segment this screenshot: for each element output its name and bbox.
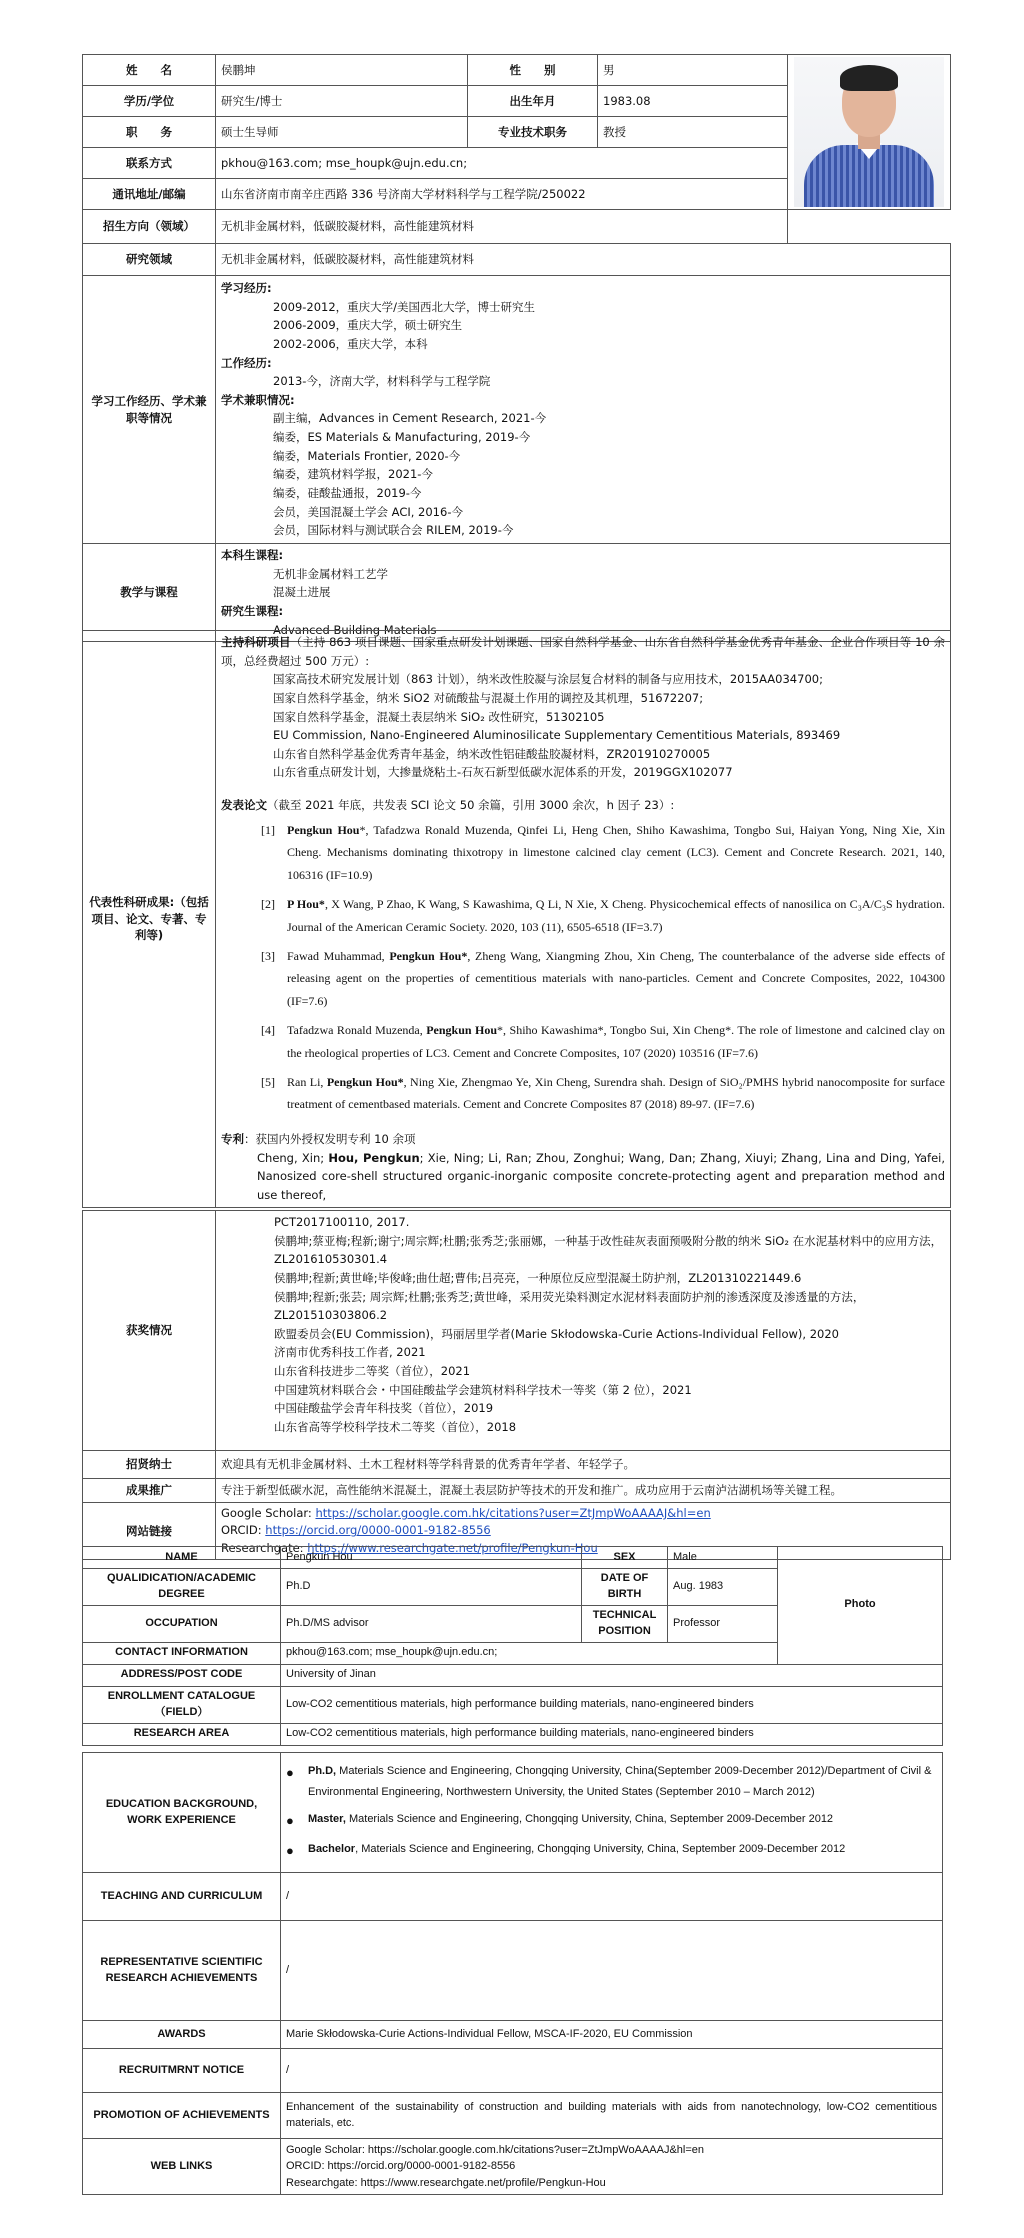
cn-name-label: 姓 名	[83, 55, 216, 86]
patent-item: 侯鹏坤;程新;张芸; 周宗辉;杜鹏;张秀芝;黄世峰，采用荧光染料测定水泥材料表面防护剂的渗透深度及渗透量的方法，ZL201510303806.2	[274, 1289, 865, 1323]
en-address: University of Jinan	[281, 1664, 943, 1686]
portrait-photo	[794, 57, 944, 207]
cn-direction: 无机非金属材料，低碳胶凝材料，高性能建筑材料	[216, 210, 788, 244]
cn-recruit-label: 招贤纳士	[83, 1451, 216, 1479]
en-dob-label: DATE OF BIRTH	[582, 1569, 668, 1606]
project-item: 国家自然科学基金，纳米 SiO2 对硫酸盐与混凝土作用的调控及其机理，51672207;	[273, 690, 704, 705]
researchgate-link[interactable]: https://www.researchgate.net/profile/Pengkun-Hou	[307, 1540, 598, 1555]
en-profile-table	[82, 1546, 943, 1746]
en-recruit: /	[281, 2049, 943, 2093]
cn-birth-label: 出生年月	[468, 86, 598, 117]
cn-awards	[216, 1211, 951, 1451]
patents-desc: ：获国内外授权发明专利 10 余项	[244, 1132, 416, 1147]
cn-promotion-label: 成果推广	[83, 1479, 216, 1503]
cn-name: 侯鹏坤	[216, 55, 468, 86]
project-item: 山东省自然科学基金优秀青年基金，纳米改性铝硅酸盐胶凝材料，ZR201910270005	[273, 746, 711, 761]
cn-continued-table	[82, 1210, 951, 1560]
project-item: 国家高技术研究发展计划（863 计划），纳米改性胶凝与涂层复合材料的制备与应用技术，2015AA034700;	[273, 672, 823, 687]
en-teaching-label: TEACHING AND CURRICULUM	[83, 1873, 281, 1921]
work-title: 工作经历:	[221, 355, 272, 370]
award-item: 济南市优秀科技工作者, 2021	[274, 1345, 426, 1360]
project-item: 国家自然科学基金，混凝土表层纳米 SiO₂ 改性研究，51302105	[273, 709, 605, 724]
cn-teaching-label: 教学与课程	[83, 544, 216, 642]
project-item: 山东省重点研发计划，大掺量烧粘土-石灰石新型低碳水泥体系的开发，2019GGX102077	[273, 765, 733, 780]
en-promo-label: PROMOTION OF ACHIEVEMENTS	[83, 2093, 281, 2139]
pg-course: Advanced Building Materials	[273, 622, 437, 637]
papers-desc: （截至 2021 年底，共发表 SCI 论文 50 余篇，引用 3000 余次，h 因子 23）:	[267, 798, 675, 812]
paper-item: [4] Tafadzwa Ronald Muzenda, Pengkun Hou*, Shiho Kawashima*, Tongbo Sui, Xin Cheng*. The role of limestone and calcined clay on the rheological properties of LC3. Cement and Concrete Composites, 107 (2020) 103516 (IF=7.6)	[261, 1023, 945, 1060]
cn-address-label: 通讯地址/邮编	[83, 179, 216, 210]
google-scholar-link[interactable]: https://scholar.google.com.hk/citations?user=ZtJmpWoAAAAJ&hl=en	[315, 1506, 711, 1520]
ug-course: 混凝土进展	[273, 585, 331, 600]
projects-title: 主持科研项目	[221, 635, 291, 649]
cn-birth: 1983.08	[598, 86, 788, 117]
cn-profile-table	[82, 54, 951, 642]
cn-recruit: 欢迎具有无机非金属材料、土木工程材料等学科背景的优秀青年学者、年轻学子。	[216, 1451, 951, 1479]
en-qual-label: QUALIDICATION/ACADEMIC DEGREE	[83, 1569, 281, 1606]
en-contact: pkhou@163.com; mse_houpk@ujn.edu.cn;	[281, 1642, 778, 1664]
parttime-item: 会员，美国混凝土学会 ACI, 2016-今	[273, 504, 463, 519]
patent-item: 侯鹏坤;程新;黄世峰;毕俊峰;曲仕超;曹伟;吕亮亮，一种原位反应型混凝土防护剂，ZL201310221449.6	[274, 1270, 802, 1285]
en-address-label: ADDRESS/POST CODE	[83, 1664, 281, 1686]
en-occ: Ph.D/MS advisor	[281, 1605, 582, 1642]
researchgate-link-row: Researchgate: https://www.researchgate.net/profile/Pengkun-Hou	[221, 1540, 598, 1555]
cn-degree-label: 学历/学位	[83, 86, 216, 117]
cn-awards-label: 获奖情况	[83, 1211, 216, 1451]
study-title: 学习经历:	[221, 281, 272, 295]
work-item: 2013-今，济南大学，材料科学与工程学院	[273, 374, 491, 389]
cn-field-label: 研究领域	[83, 244, 216, 276]
paper-item: [2] P Hou*, X Wang, P Zhao, K Wang, S Kawashima, Q Li, N Xie, X Cheng. Physicochemical effects of nanosilica on C₃A/C₃S hydration. Journal of the American Ceramic Society. 2020, 103 (11), 6505-6518 (IF=3.7)	[261, 897, 945, 934]
cn-direction-label: 招生方向（领域）	[83, 210, 216, 244]
parttime-item: 副主编，Advances in Cement Research, 2021-今	[273, 411, 547, 426]
projects-desc: （主持 863 项目课题、国家重点研发计划课题、国家自然科学基金、山东省自然科学基金优秀青年基金、企业合作项目等 10 余项，总经费超过 500 万元）:	[221, 635, 946, 668]
parttime-item: 会员，国际材料与测试联合会 RILEM, 2019-今	[273, 523, 514, 538]
cn-achievements-label: 代表性科研成果:（包括项目、论文、专著、专利等)	[83, 631, 216, 1208]
pg-title: 研究生课程:	[221, 603, 284, 618]
cn-title: 教授	[598, 117, 788, 148]
en-name: Pengkun Hou	[281, 1547, 582, 1569]
edu-item: ● Bachelor, Materials Science and Engineering, Chongqing University, China, September 2009-December 2012	[286, 1843, 846, 1859]
en-tech-label: TECHNICAL POSITION	[582, 1605, 668, 1642]
cn-duty-label: 职 务	[83, 117, 216, 148]
en-sex-label: SEX	[582, 1547, 668, 1569]
patents-title: 专利	[221, 1132, 244, 1147]
project-item: EU Commission, Nano-Engineered Aluminosilicate Supplementary Cementitious Materials, 893469	[273, 728, 841, 743]
cn-contact: pkhou@163.com; mse_houpk@ujn.edu.cn;	[216, 148, 788, 179]
cn-contact-label: 联系方式	[83, 148, 216, 179]
en-sex: Male	[668, 1547, 778, 1569]
en-rep: /	[281, 1921, 943, 2021]
en-tech: Professor	[668, 1605, 778, 1642]
en-promo: Enhancement of the sustainability of construction and building materials with aids from nanotechnology, low-CO2 cementitious materials, etc.	[281, 2093, 943, 2139]
cn-links-label: 网站链接	[83, 1503, 216, 1560]
en-dob: Aug. 1983	[668, 1569, 778, 1606]
parttime-item: 编委，Materials Frontier, 2020-今	[273, 448, 461, 463]
ug-title: 本科生课程:	[221, 548, 284, 562]
en-links	[281, 2139, 943, 2195]
award-item: 中国建筑材料联合会・中国硅酸盐学会建筑材料科学技术一等奖（第 2 位），2021	[274, 1382, 692, 1397]
edu-item: ● Ph.D, Materials Science and Engineering, Chongqing University, China(September 2009-December 2012)/Department of Civil & Environmental Engineering, Northwestern University, the United States (September 2010 – March 2012)	[286, 1765, 932, 1798]
ug-course: 无机非金属材料工艺学	[273, 566, 388, 581]
en-details-table	[82, 1752, 943, 2195]
en-awards-label: AWARDS	[83, 2021, 281, 2049]
study-item: 2002-2006，重庆大学，本科	[273, 336, 428, 351]
award-item: 中国硅酸盐学会青年科技奖（首位），2019	[274, 1401, 494, 1416]
award-item: 山东省科技进步二等奖（首位），2021	[274, 1364, 471, 1378]
study-item: 2009-2012，重庆大学/美国西北大学，博士研究生	[273, 299, 536, 314]
award-item: 山东省高等学校科学技术二等奖（首位），2018	[274, 1419, 517, 1434]
en-research: Low-CO2 cementitious materials, high performance building materials, nano-engineered binders	[281, 1723, 943, 1745]
cn-address: 山东省济南市南辛庄西路 336 号济南大学材料科学与工程学院/250022	[216, 179, 788, 210]
en-awards: Marie Skłodowska-Curie Actions-Individual Fellow, MSCA-IF-2020, EU Commission	[281, 2021, 943, 2049]
papers-title: 发表论文	[221, 798, 267, 812]
paper-item: [3] Fawad Muhammad, Pengkun Hou*, Zheng Wang, Xiangming Zhou, Xin Cheng, The counterbalance of the adverse side effects of releasing agent on the properties of cementitious materials with nano-particles. Cement and Concrete Composites, 2022, 104300 (IF=7.6)	[261, 948, 945, 1009]
cn-promotion: 专注于新型低碳水泥，高性能纳米混凝土，混凝土表层防护等技术的开发和推广。成功应用于云南泸沽湖机场等关键工程。	[216, 1479, 951, 1503]
parttime-item: 编委，硅酸盐通报，2019-今	[273, 485, 422, 500]
orcid-link[interactable]: https://orcid.org/0000-0001-9182-8556	[265, 1523, 491, 1538]
en-qual: Ph.D	[281, 1569, 582, 1606]
en-links-label: WEB LINKS	[83, 2139, 281, 2195]
en-rep-label: REPRESENTATIVE SCIENTIFIC RESEARCH ACHIEVEMENTS	[83, 1921, 281, 2021]
award-item: 欧盟委员会(EU Commission)，玛丽居里学者(Marie Skłodowska-Curie Actions-Individual Fellow), 2020	[274, 1326, 839, 1341]
patent-item: Cheng, Xin; Hou, Pengkun; Xie, Ning; Li, Ran; Zhou, Zonghui; Wang, Dan; Zhang, Xiuyi; Zhang, Lina and Ding, Yafei, Nanosized core-shell structured organic-inorganic composite concrete-protecting agent and preparation method and use thereof,	[257, 1150, 946, 1203]
en-contact-label: CONTACT INFORMATION	[83, 1642, 281, 1664]
cn-field: 无机非金属材料，低碳胶凝材料，高性能建筑材料	[216, 244, 951, 276]
en-link-researchgate[interactable]: Researchgate: https://www.researchgate.net/profile/Pengkun-Hou	[286, 2176, 606, 2189]
edu-item: ● Master, Materials Science and Engineering, Chongqing University, China, September 2009-December 2012	[286, 1812, 834, 1828]
en-link-google-scholar[interactable]: Google Scholar: https://scholar.google.com.hk/citations?user=ZtJmpWoAAAAJ&hl=en	[286, 2143, 705, 2156]
cn-achievements-table	[82, 630, 951, 1208]
en-edu	[281, 1753, 943, 1873]
cn-experience-label: 学习工作经历、学术兼职等情况	[83, 276, 216, 544]
study-item: 2006-2009，重庆大学，硕士研究生	[273, 318, 463, 333]
patent-item: 侯鹏坤;蔡亚梅;程新;谢宁;周宗辉;杜鹏;张秀芝;张丽娜，一种基于改性硅灰表面预吸附分散的纳米 SiO₂ 在水泥基材料中的应用方法，ZL201610530301.4	[274, 1233, 943, 1267]
en-occ-label: OCCUPATION	[83, 1605, 281, 1642]
en-catalogue-label: ENROLLMENT CATALOGUE（FIELD）	[83, 1686, 281, 1723]
cn-sex-label: 性 别	[468, 55, 598, 86]
cn-title-label: 专业技术职务	[468, 117, 598, 148]
google-scholar-link-row: Google Scholar: https://scholar.google.com.hk/citations?user=ZtJmpWoAAAAJ&hl=en	[221, 1506, 711, 1520]
paper-item: [5] Ran Li, Pengkun Hou*, Ning Xie, Zhengmao Ye, Xin Cheng, Surendra shah. Design of SiO₂/PMHS hybrid nanocomposite for surface treatment of cementbased materials. Cement and Concrete Composites 87 (2018) 89-97. (IF=7.6)	[261, 1074, 946, 1112]
parttime-title: 学术兼职情况:	[221, 392, 295, 407]
en-photo-placeholder: Photo	[778, 1547, 943, 1665]
en-teaching: /	[281, 1873, 943, 1921]
patent-item: PCT2017100110, 2017.	[274, 1215, 410, 1229]
en-research-label: RESEARCH AREA	[83, 1723, 281, 1745]
en-edu-label: EDUCATION BACKGROUND, WORK EXPERIENCE	[83, 1753, 281, 1873]
parttime-item: 编委，建筑材料学报，2021-今	[273, 467, 433, 482]
cn-experience	[216, 276, 951, 544]
en-name-label: NAME	[83, 1547, 281, 1569]
cn-achievements	[216, 631, 951, 1208]
cn-sex: 男	[598, 55, 788, 86]
cn-photo-cell	[788, 55, 951, 210]
cn-teaching	[216, 544, 951, 642]
cn-duty: 硕士生导师	[216, 117, 468, 148]
parttime-item: 编委，ES Materials & Manufacturing, 2019-今	[273, 430, 531, 444]
orcid-link-row: ORCID: https://orcid.org/0000-0001-9182-8556	[221, 1523, 491, 1538]
en-catalogue: Low-CO2 cementitious materials, high performance building materials, nano-engineered binders	[281, 1686, 943, 1723]
en-link-orcid[interactable]: ORCID: https://orcid.org/0000-0001-9182-8556	[286, 2160, 516, 2173]
en-recruit-label: RECRUITMRNT NOTICE	[83, 2049, 281, 2093]
paper-item: [1] Pengkun Hou*, Tafadzwa Ronald Muzenda, Qinfei Li, Heng Chen, Shiho Kawashima, Tongbo Sui, Haiyan Yong, Ning Xie, Xin Cheng. Mechanisms dominating thixotropy in limestone calcined clay cement (LC3). Cement and Concrete Research. 2021, 140, 106316 (IF=10.9)	[261, 822, 945, 883]
cn-degree: 研究生/博士	[216, 86, 468, 117]
